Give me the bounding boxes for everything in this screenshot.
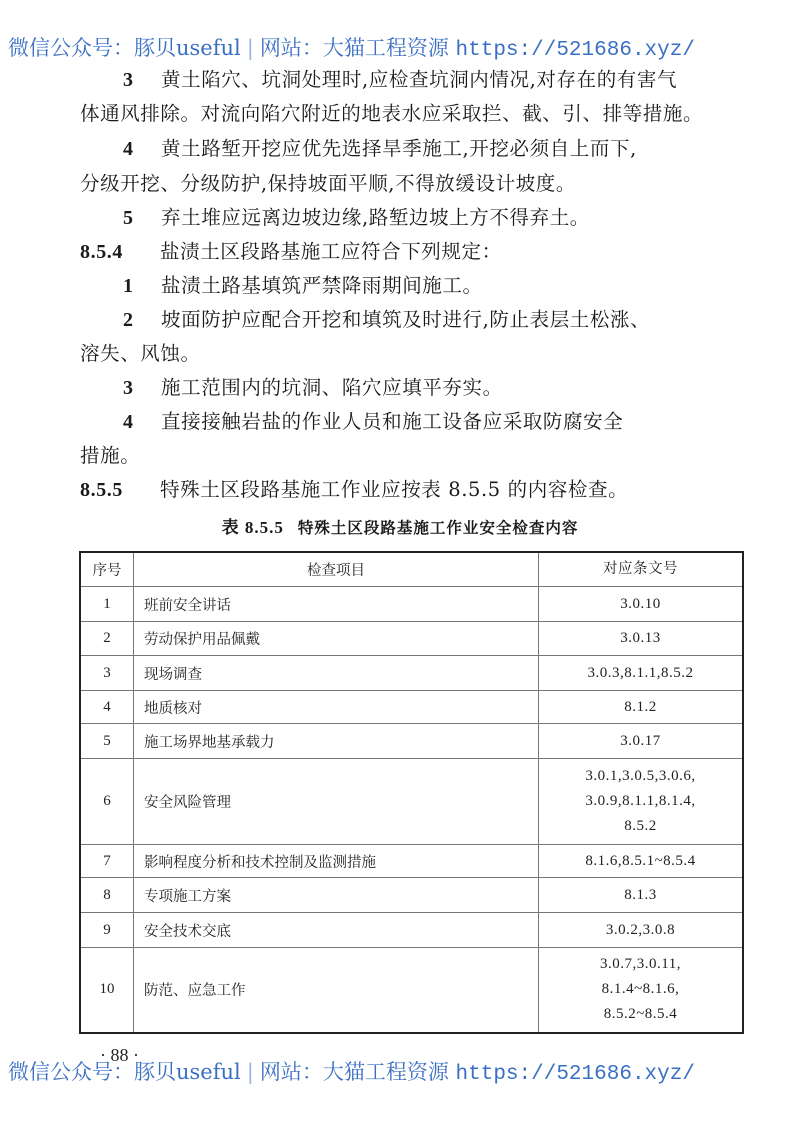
- cell-no: 9: [80, 913, 134, 948]
- ref-line: 8.5.2: [624, 818, 657, 834]
- item-number: 1: [123, 275, 134, 297]
- table-row: [80, 622, 743, 656]
- cell-ref: 8.1.2: [539, 691, 744, 724]
- rule-4-line-1: [123, 406, 623, 434]
- table-caption-number: 表 8.5.5: [221, 518, 284, 537]
- section-8-5-5-heading: [80, 474, 628, 502]
- ref-line: 3.0.1,3.0.5,3.0.6,: [585, 768, 696, 784]
- rule-4-line-2: 措施。: [80, 444, 141, 467]
- table-caption-title: 特殊土区段路基施工作业安全检查内容: [297, 519, 579, 537]
- table-row: [80, 656, 743, 691]
- item-3-line-1: [123, 64, 677, 92]
- cell-item: 现场调查: [134, 656, 539, 691]
- section-title: 盐渍土区段路基施工应符合下列规定：: [160, 240, 502, 263]
- cell-no: 7: [80, 845, 134, 878]
- cell-no: 4: [80, 691, 134, 724]
- cell-ref: 3.0.13: [539, 622, 744, 656]
- cell-ref: 3.0.10: [539, 587, 744, 622]
- watermark-separator: |: [246, 36, 254, 60]
- watermark-prefix: 微信公众号：豚贝useful: [8, 1060, 241, 1084]
- page-number: · 88 ·: [100, 1045, 139, 1065]
- item-4-line-1: [123, 133, 637, 161]
- cell-ref: 3.0.17: [539, 724, 744, 759]
- item-text: 盐渍土路基填筑严禁降雨期间施工。: [161, 274, 483, 297]
- cell-item: 施工场界地基承载力: [134, 724, 539, 759]
- cell-item: 地质核对: [134, 691, 539, 724]
- table-row: [80, 948, 743, 1033]
- table-row: [80, 845, 743, 878]
- cell-no: 3: [80, 656, 134, 691]
- watermark-site-label: 网站：大猫工程资源: [259, 36, 449, 60]
- section-number: 8.5.5: [80, 479, 123, 501]
- item-number: 3: [123, 377, 134, 399]
- section-text: 特殊土区段路基施工作业应按表 8.5.5 的内容检查。: [160, 478, 629, 501]
- cell-ref: 8.1.3: [539, 878, 744, 913]
- header-item: 检查项目: [134, 552, 539, 587]
- table-row: [80, 759, 743, 845]
- section-number: 8.5.4: [80, 241, 123, 263]
- cell-item: 影响程度分析和技术控制及监测措施: [134, 845, 539, 878]
- cell-item: 劳动保护用品佩戴: [134, 622, 539, 656]
- watermark-top: [8, 32, 798, 62]
- table-caption: [0, 513, 800, 538]
- watermark-url[interactable]: https://521686.xyz/: [455, 39, 695, 62]
- ref-line: 8.5.2~8.5.4: [603, 1006, 678, 1023]
- rule-1-line-1: [123, 270, 483, 298]
- cell-ref: 3.0.3,8.1.1,8.5.2: [539, 656, 744, 691]
- watermark-separator: |: [246, 1060, 254, 1084]
- section-8-5-4-heading: [80, 236, 502, 264]
- cell-no: 10: [80, 948, 134, 1033]
- item-text: 弃土堆应远离边坡边缘,路堑边坡上方不得弃土。: [161, 206, 590, 229]
- item-4-line-2: 分级开挖、分级防护,保持坡面平顺,不得放缓设计坡度。: [80, 172, 576, 195]
- item-5-line-1: [123, 202, 590, 230]
- rule-3-line-1: [123, 372, 503, 400]
- watermark-site-label: 网站：大猫工程资源: [259, 1060, 449, 1084]
- header-ref: 对应条文号: [539, 552, 744, 587]
- ref-line: 3.0.9,8.1.1,8.1.4,: [585, 793, 696, 809]
- table-row: [80, 878, 743, 913]
- cell-no: 1: [80, 587, 134, 622]
- cell-ref: 3.0.2,3.0.8: [539, 913, 744, 948]
- ref-line: 8.1.4~8.1.6,: [601, 981, 680, 998]
- cell-item: 安全风险管理: [134, 759, 539, 845]
- cell-no: 5: [80, 724, 134, 759]
- header-no: 序号: [80, 552, 134, 587]
- watermark-bottom: [8, 1056, 798, 1086]
- safety-check-table: [79, 551, 744, 1034]
- watermark-prefix: 微信公众号：豚贝useful: [8, 36, 241, 60]
- item-number: 5: [123, 207, 134, 229]
- table-row: [80, 724, 743, 759]
- table-row: [80, 691, 743, 724]
- cell-ref: [539, 948, 744, 1033]
- rule-2-line-2: 溶失、风蚀。: [80, 342, 201, 365]
- item-3-line-2: 体通风排除。对流向陷穴附近的地表水应采取拦、截、引、排等措施。: [80, 102, 704, 125]
- cell-no: 8: [80, 878, 134, 913]
- cell-no: 6: [80, 759, 134, 845]
- cell-item: 班前安全讲话: [134, 587, 539, 622]
- item-text: 黄土路堑开挖应优先选择旱季施工,开挖必须自上而下,: [161, 137, 637, 160]
- cell-no: 2: [80, 622, 134, 656]
- cell-item: 专项施工方案: [134, 878, 539, 913]
- table-row: [80, 587, 743, 622]
- item-text: 施工范围内的坑洞、陷穴应填平夯实。: [161, 376, 503, 399]
- table-row: [80, 913, 743, 948]
- item-number: 4: [123, 411, 134, 433]
- item-text: 坡面防护应配合开挖和填筑及时进行,防止表层土松涨、: [161, 308, 651, 331]
- item-number: 3: [123, 69, 134, 91]
- item-number: 4: [123, 138, 134, 160]
- item-text: 直接接触岩盐的作业人员和施工设备应采取防腐安全: [161, 410, 624, 433]
- cell-ref: [539, 759, 744, 845]
- rule-2-line-1: [123, 304, 650, 332]
- watermark-url[interactable]: https://521686.xyz/: [455, 1063, 695, 1086]
- table-header-row: [80, 552, 743, 587]
- cell-item: 安全技术交底: [134, 913, 539, 948]
- item-number: 2: [123, 309, 134, 331]
- item-text: 黄土陷穴、坑洞处理时,应检查坑洞内情况,对存在的有害气: [161, 68, 678, 91]
- cell-item: 防范、应急工作: [134, 948, 539, 1033]
- ref-line: 3.0.7,3.0.11,: [600, 956, 681, 973]
- cell-ref: 8.1.6,8.5.1~8.5.4: [539, 845, 744, 878]
